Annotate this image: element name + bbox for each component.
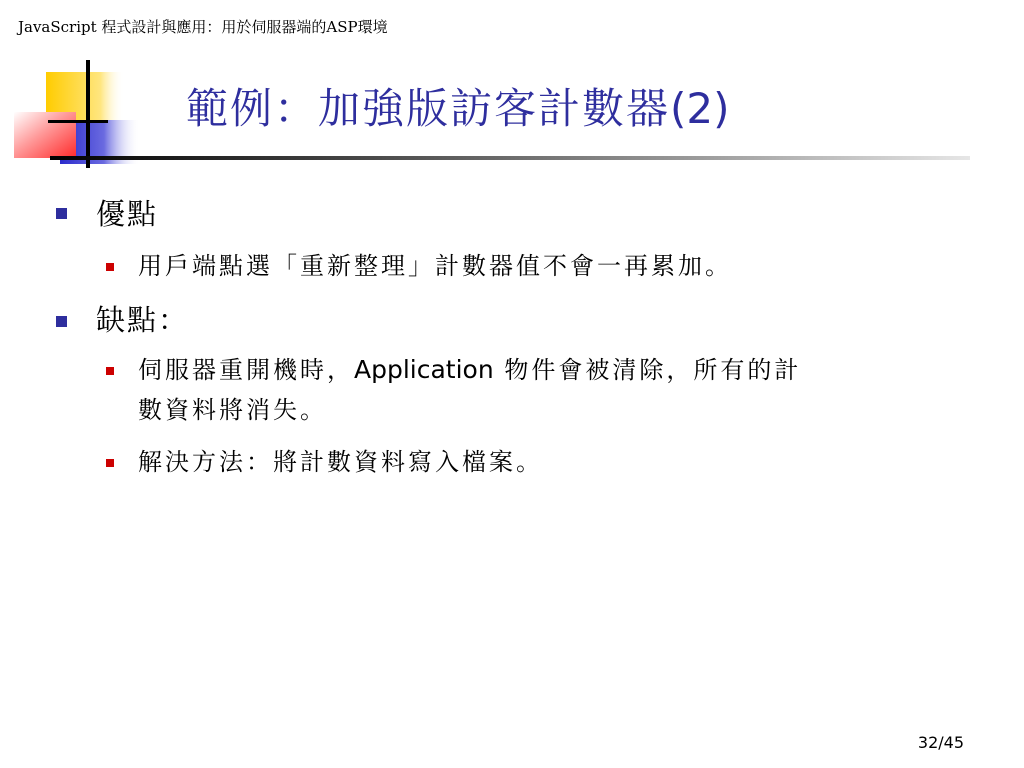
bullet-square-blue [56,316,67,327]
bullet-advantages: 優點 [96,197,159,231]
bullet-square-red [106,367,114,375]
server-restart-part1: 伺服器重開機時， [138,356,354,384]
bullet-disadvantages: 缺點： [96,303,190,337]
sub-bullet-server-restart [138,350,801,390]
server-restart-part2: 物件會被清除，所有的計 [493,356,802,384]
title-number: (2) [670,84,730,133]
page-number: 32/45 [917,733,964,752]
title-cjk: 範例：加強版訪客計數器 [186,84,671,133]
course-header: JavaScript 程式設計與應用：用於伺服器端的ASP環境 [18,18,388,36]
sub-bullet-refresh: 用戶端點選「重新整理」計數器值不會一再累加。 [138,252,732,280]
bullet-square-red [106,459,114,467]
sub-bullet-solution: 解決方法：將計數資料寫入檔案。 [138,448,543,476]
application-keyword: Application [354,355,494,384]
sub-bullet-server-restart-line2: 數資料將消失。 [138,396,327,424]
bullet-square-blue [56,208,67,219]
bullet-square-red [106,263,114,271]
